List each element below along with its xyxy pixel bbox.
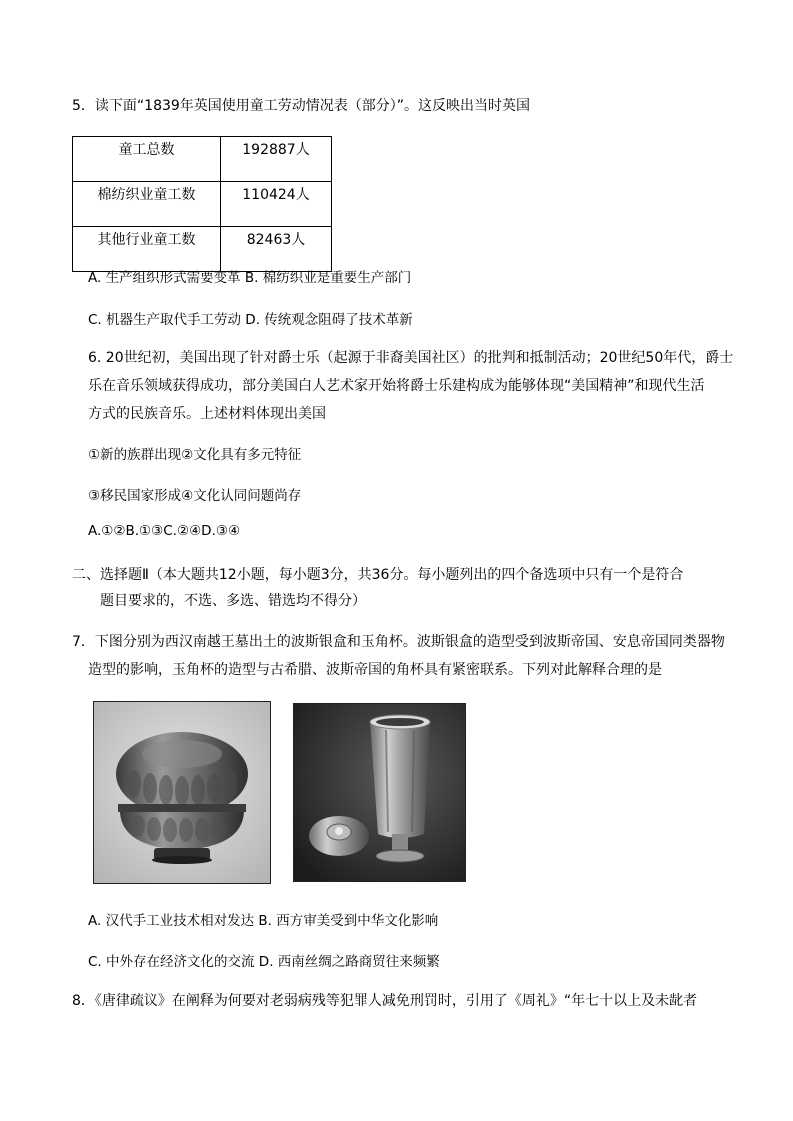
- q7-stem-line1: 7．下图分别为西汉南越王墓出土的波斯银盒和玉角杯。波斯银盒的造型受到波斯帝国、安息帝国同类器物: [72, 634, 725, 650]
- table-cell: 棉纺织业童工数: [73, 182, 221, 227]
- q6-stem-line3: 方式的民族音乐。上述材料体现出美国: [88, 406, 326, 422]
- q5-options-cd: C. 机器生产取代手工劳动 D. 传统观念阻碍了技术革新: [88, 312, 413, 328]
- q6-items-12: ①新的族群出现②文化具有多元特征: [88, 447, 302, 463]
- table-row: [73, 227, 332, 272]
- q7-options-cd: C. 中外存在经济文化的交流 D. 西南丝绸之路商贸往来频繁: [88, 954, 440, 970]
- table-cell: 82463人: [221, 227, 332, 272]
- table-cell: 192887人: [221, 137, 332, 182]
- q6-items-34: ③移民国家形成④文化认同问题尚存: [88, 488, 302, 504]
- q7-options-ab: A. 汉代手工业技术相对发达 B. 西方审美受到中华文化影响: [88, 913, 439, 929]
- table-cell: 其他行业童工数: [73, 227, 221, 272]
- table-row: [73, 137, 332, 182]
- section2-title-line1: 二、选择题Ⅱ（本大题共12小题，每小题3分，共36分。每小题列出的四个备选项中只有一个是符合: [72, 567, 684, 583]
- jade-cup-photo: [293, 703, 466, 882]
- q7-stem-line2: 造型的影响，玉角杯的造型与古希腊、波斯帝国的角杯具有紧密联系。下列对此解释合理的是: [88, 662, 662, 678]
- silver-box-photo: [93, 701, 271, 884]
- table-cell: 110424人: [221, 182, 332, 227]
- child-labor-table: [72, 136, 332, 272]
- table-row: [73, 182, 332, 227]
- section2-title-line2: 题目要求的，不选、多选、错选均不得分）: [100, 593, 366, 609]
- q5-options-ab: A. 生产组织形式需要变革 B. 棉纺织业是重要生产部门: [88, 270, 412, 286]
- q6-stem-line1: 6. 20世纪初，美国出现了针对爵士乐（起源于非裔美国社区）的批判和抵制活动；20世纪50年代，爵士: [88, 350, 734, 366]
- q5-stem: 5．读下面“1839年英国使用童工劳动情况表（部分）”。这反映出当时英国: [72, 98, 531, 114]
- q6-stem-line2: 乐在音乐领域获得成功，部分美国白人艺术家开始将爵士乐建构成为能够体现“美国精神”和现代生活: [88, 378, 705, 394]
- q6-options: A.①②B.①③C.②④D.③④: [88, 523, 241, 539]
- table-cell: 童工总数: [73, 137, 221, 182]
- q8-stem-line1: 8．《唐律疏议》在阐释为何要对老弱病残等犯罪人减免刑罚时，引用了《周礼》“年七十以上及未龀者: [72, 993, 698, 1009]
